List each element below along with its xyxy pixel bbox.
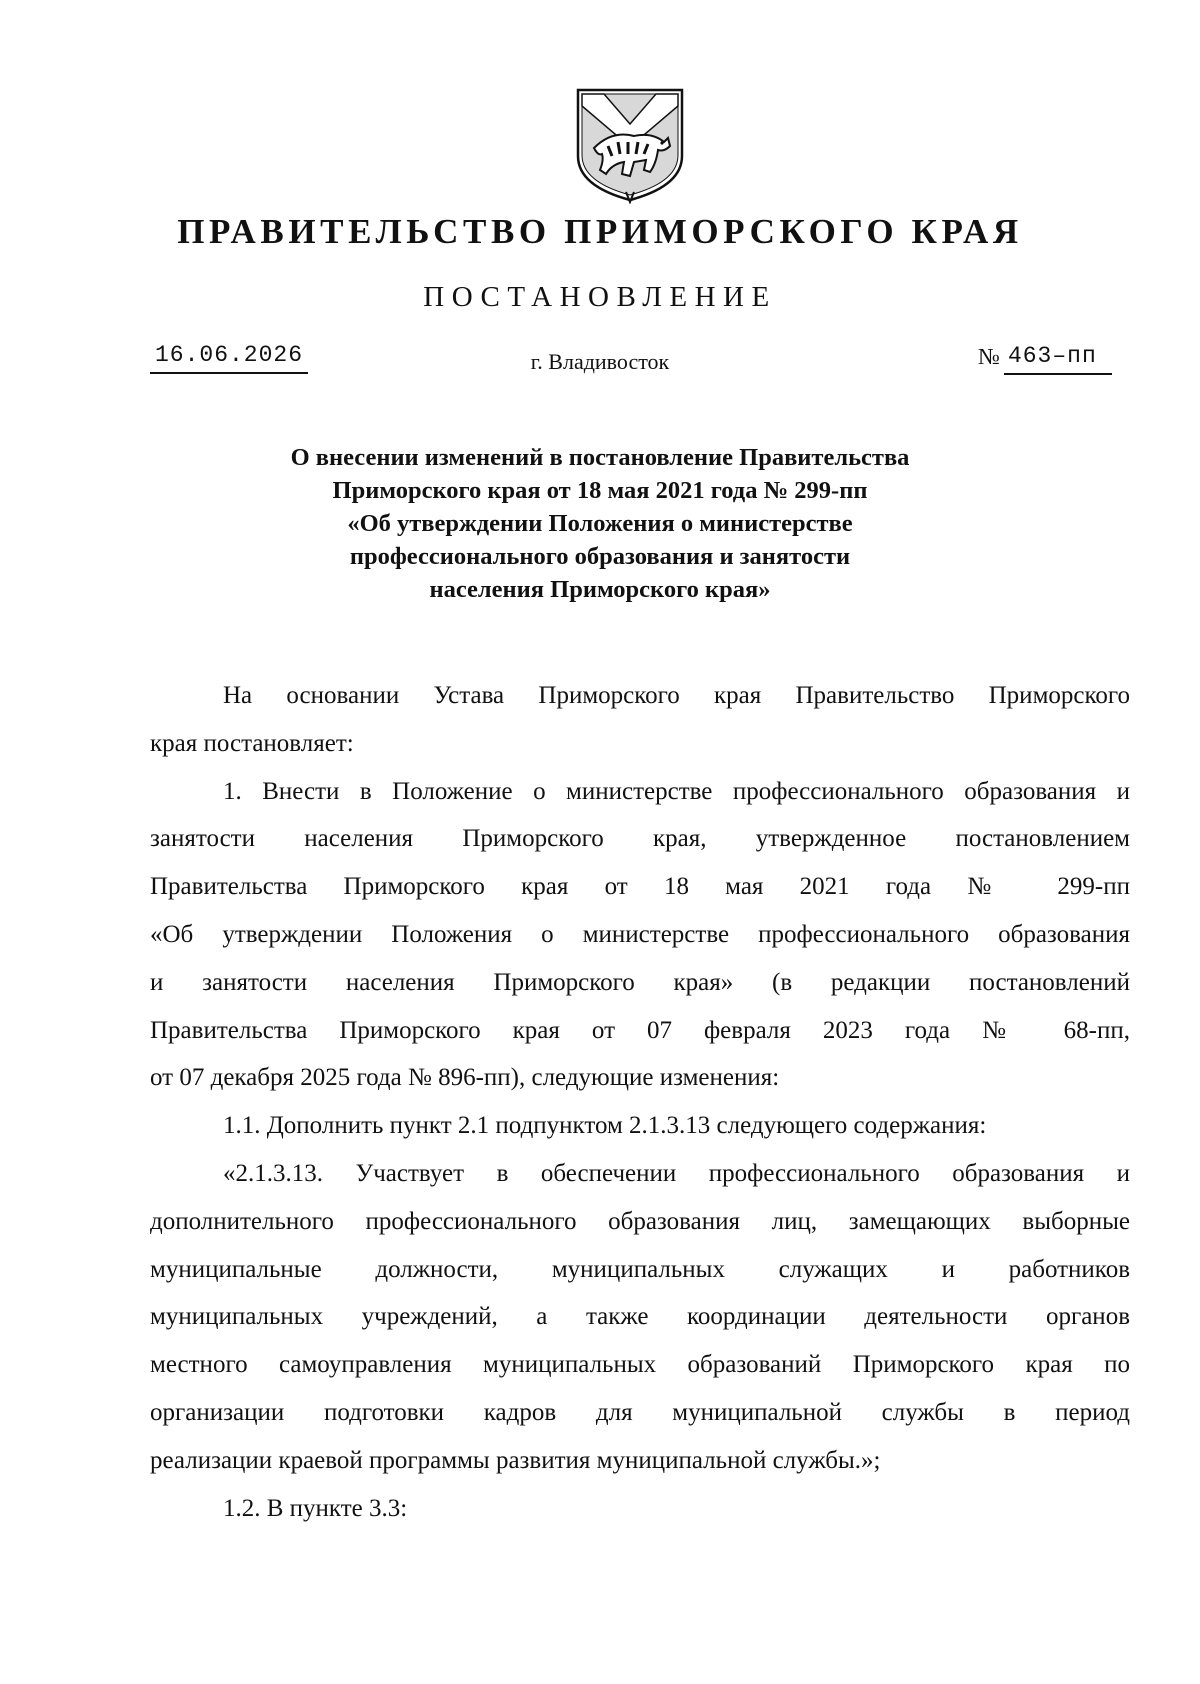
subject-line: населения Приморского края» — [429, 576, 771, 603]
document-city: г. Владивосток — [530, 349, 670, 374]
body-line: края постановляет: — [150, 729, 354, 757]
subject-line: «Об утверждении Положения о министерстве — [347, 510, 853, 537]
body-line: и занятости населения Приморского края» (в редакции постановлений — [150, 968, 1130, 996]
body-line: «2.1.3.13. Участвует в обеспечении профессионального образования и — [223, 1159, 1130, 1187]
document-subject — [240, 441, 960, 606]
body-line: Правительства Приморского края от 07 февраля 2023 года № 68-пп, — [150, 1016, 1130, 1044]
subject-line: О внесении изменений в постановление Правительства — [290, 444, 910, 471]
number-value: 463–пп — [1004, 343, 1112, 375]
body-line: «Об утверждении Положения о министерстве профессионального образования — [150, 920, 1130, 948]
subject-line: Приморского края от 18 мая 2021 года № 299-пп — [332, 477, 868, 504]
body-line: организации подготовки кадров для муниципальной службы в период — [150, 1398, 1130, 1426]
subject-line: профессионального образования и занятости — [349, 543, 851, 570]
body-line: от 07 декабря 2025 года № 896-пп), следующие изменения: — [150, 1064, 780, 1092]
document-body — [150, 672, 1130, 1532]
document-date: 16.06.2026 — [150, 342, 308, 374]
number-sign: № — [978, 344, 1000, 369]
body-line: занятости населения Приморского края, утвержденное постановлением — [150, 825, 1130, 853]
body-line: Правительства Приморского края от 18 мая 2021 года № 299-пп — [150, 873, 1130, 901]
body-line: 1. Внести в Положение о министерстве профессионального образования и — [223, 777, 1130, 805]
body-line: реализации краевой программы развития муниципальной службы.»; — [150, 1446, 881, 1474]
body-line: дополнительного профессионального образования лиц, замещающих выборные — [150, 1207, 1130, 1235]
body-line: 1.2. В пункте 3.3: — [223, 1494, 408, 1522]
government-title: ПРАВИТЕЛЬСТВО ПРИМОРСКОГО КРАЯ — [177, 212, 1023, 251]
body-line: На основании Устава Приморского края Правительство Приморского — [223, 682, 1130, 709]
document-number — [978, 343, 1112, 375]
body-line: муниципальных учреждений, а также координации деятельности органов — [150, 1303, 1130, 1331]
coat-of-arms-icon — [572, 86, 688, 204]
body-line: местного самоуправления муниципальных образований Приморского края по — [150, 1351, 1130, 1379]
document-type: ПОСТАНОВЛЕНИЕ — [423, 281, 777, 313]
body-line: муниципальные должности, муниципальных служащих и работников — [150, 1255, 1130, 1283]
body-line: 1.1. Дополнить пункт 2.1 подпунктом 2.1.3.13 следующего содержания: — [223, 1112, 987, 1140]
